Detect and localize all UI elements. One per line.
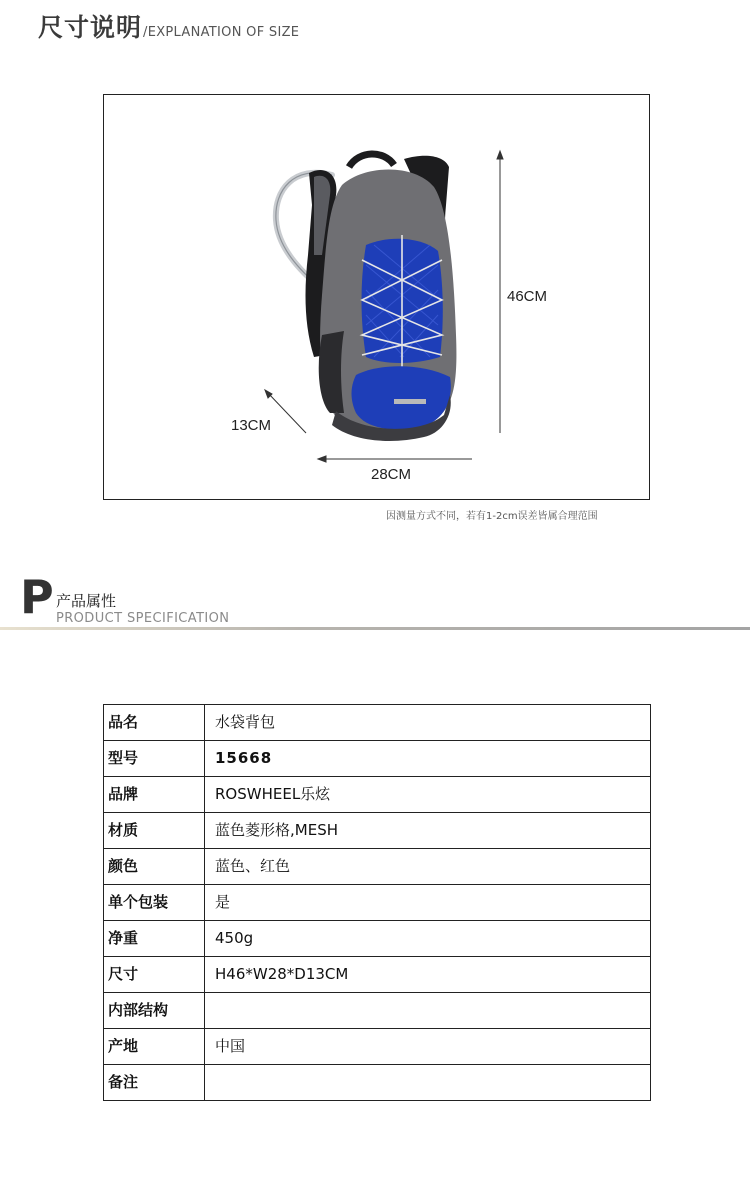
bottom-pocket [352, 366, 451, 429]
table-row [104, 1029, 651, 1065]
depth-arrow [268, 393, 306, 433]
depth-label: 13CM [231, 417, 272, 434]
spec-value: H46*W28*D13CM [205, 957, 651, 993]
table-row [104, 777, 651, 813]
spec-key: 品名 [104, 705, 205, 741]
size-title-en: /EXPLANATION OF SIZE [143, 25, 300, 40]
spec-key: 内部结构 [104, 993, 205, 1029]
spec-key: 产地 [104, 1029, 205, 1065]
spec-section-header [0, 570, 750, 632]
height-label: 46CM [507, 288, 548, 305]
side-pocket [319, 331, 344, 413]
spec-value: 蓝色、红色 [205, 849, 651, 885]
table-row [104, 849, 651, 885]
spec-key: 品牌 [104, 777, 205, 813]
spec-key: 净重 [104, 921, 205, 957]
table-row [104, 885, 651, 921]
spec-value: 蓝色菱形格,MESH [205, 813, 651, 849]
size-title-cn: 尺寸说明 [38, 13, 143, 42]
spec-value: 水袋背包 [205, 705, 651, 741]
size-section-title [38, 8, 299, 44]
spec-key: 材质 [104, 813, 205, 849]
table-row [104, 993, 651, 1029]
table-row [104, 957, 651, 993]
size-diagram-box [103, 94, 650, 500]
width-arrowhead [318, 456, 326, 462]
width-label: 28CM [371, 466, 412, 483]
spec-value: 450g [205, 921, 651, 957]
spec-key: 型号 [104, 741, 205, 777]
spec-table [103, 704, 651, 1101]
spec-p-letter: P [20, 570, 54, 624]
spec-key: 单个包装 [104, 885, 205, 921]
height-arrowhead [497, 151, 503, 159]
spec-value: 中国 [205, 1029, 651, 1065]
table-row [104, 705, 651, 741]
table-row [104, 813, 651, 849]
table-row [104, 921, 651, 957]
spec-value: 15668 [205, 741, 651, 777]
logo-strip [394, 399, 426, 404]
table-row [104, 1065, 651, 1101]
spec-key: 备注 [104, 1065, 205, 1101]
spec-value [205, 993, 651, 1029]
spec-key: 颜色 [104, 849, 205, 885]
table-row [104, 741, 651, 777]
spec-divider [0, 627, 750, 630]
spec-key: 尺寸 [104, 957, 205, 993]
backpack-image [104, 95, 651, 501]
measurement-note: 因测量方式不同，若有1-2cm误差皆属合理范围 [386, 511, 598, 522]
spec-title-cn: 产品属性 [56, 592, 117, 610]
spec-value: 是 [205, 885, 651, 921]
top-handle [349, 154, 394, 167]
spec-value [205, 1065, 651, 1101]
spec-title-en: PRODUCT SPECIFICATION [56, 611, 230, 626]
spec-value: ROSWHEEL乐炫 [205, 777, 651, 813]
